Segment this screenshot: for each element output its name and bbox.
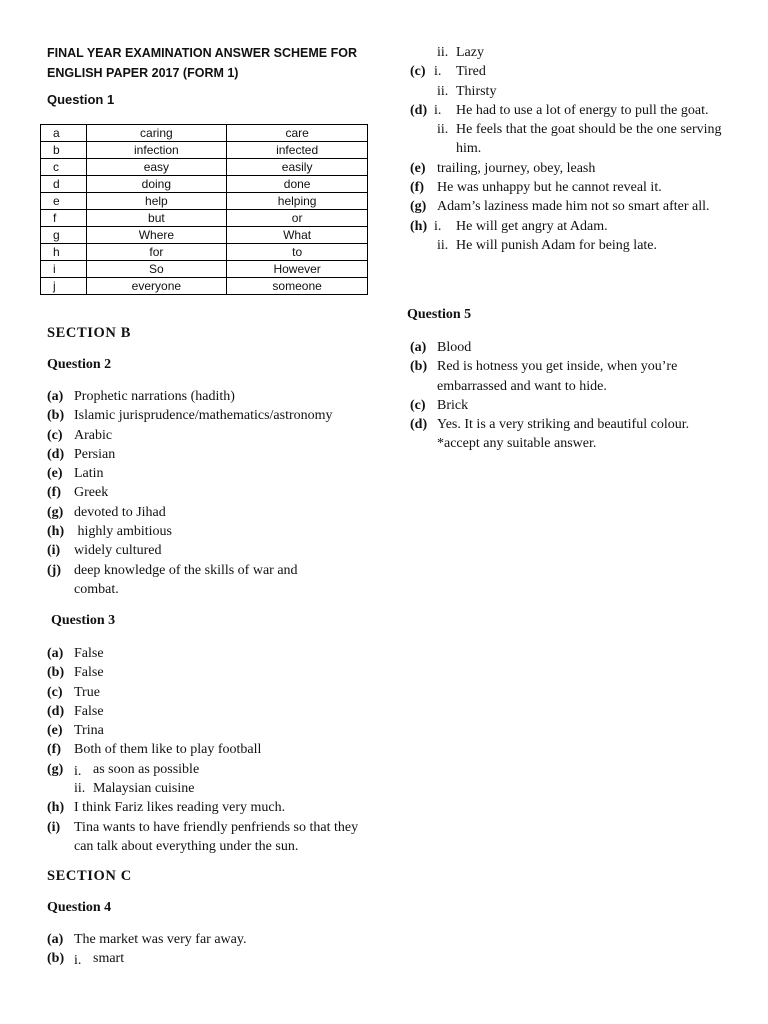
sub-item-number: ii. (437, 83, 449, 99)
answer-cell: Where (86, 227, 227, 244)
list-item (47, 464, 367, 483)
sub-item (74, 762, 199, 777)
row-key: i (41, 261, 87, 278)
answer-cell: helping (227, 193, 368, 210)
item-text: deep knowledge of the skills of war and combat. (74, 562, 298, 597)
answer-cell: for (86, 244, 227, 261)
table-row (41, 193, 368, 210)
list-item (410, 178, 740, 197)
item-text: Yes. It is a very striking and beautiful colour. (437, 417, 690, 433)
item-text: He was unhappy but he cannot reveal it. (437, 180, 662, 196)
sub-item-text: He had to use a lot of energy to pull the goat. (456, 102, 709, 118)
item-text: Blood (437, 340, 472, 355)
item-text: trailing, journey, obey, leash (437, 160, 596, 176)
item-text: highly ambitious (74, 524, 172, 540)
list-item (410, 338, 740, 357)
item-label: (f) (47, 742, 61, 758)
question-3-answers (47, 644, 377, 856)
list-item (47, 818, 374, 857)
answer-cell: However (227, 261, 368, 278)
item-label: (g) (47, 504, 64, 520)
sub-item-text: Lazy (456, 45, 484, 60)
item-label: (e) (47, 466, 63, 482)
item-label: (d) (47, 446, 65, 462)
item-text: Arabic (74, 427, 113, 443)
item-label: (a) (410, 340, 427, 355)
sub-item-number: i. (434, 218, 442, 234)
section-b-heading: SECTION B (47, 325, 131, 341)
list-item (47, 445, 367, 464)
answer-cell: to (227, 244, 368, 261)
item-label: (a) (47, 646, 64, 661)
item-label: (e) (410, 160, 426, 176)
answer-cell: help (86, 193, 227, 210)
list-item (47, 541, 367, 560)
section-c-heading: SECTION C (47, 868, 132, 884)
document-title (47, 43, 357, 83)
row-key: e (41, 193, 87, 210)
item-label: (a) (47, 932, 64, 947)
item-text: I think Fariz likes reading very much. (74, 800, 286, 816)
list-item (47, 760, 377, 779)
item-text: devoted to Jihad (74, 504, 166, 520)
answer-cell: someone (227, 278, 368, 295)
list-item (410, 217, 740, 236)
list-item (47, 561, 334, 600)
question-2-heading: Question 2 (47, 357, 112, 372)
title-line-1: FINAL YEAR EXAMINATION ANSWER SCHEME FOR (47, 46, 357, 60)
sub-item (74, 951, 125, 969)
list-item (410, 159, 740, 178)
list-item (410, 415, 740, 434)
answer-cell: care (227, 125, 368, 142)
item-label: (c) (47, 427, 63, 443)
sub-item-text: Tired (456, 64, 486, 80)
sub-item-number: i. (434, 64, 442, 80)
item-text: Greek (74, 485, 109, 501)
sub-item-text: He will get angry at Adam. (456, 218, 608, 234)
item-label: (b) (47, 951, 65, 967)
list-item (47, 644, 377, 663)
item-label: (h) (410, 218, 428, 234)
item-text: Islamic jurisprudence/mathematics/astronomy (74, 408, 333, 424)
list-item (47, 522, 367, 541)
list-item (410, 43, 740, 62)
sub-item-number: ii. (74, 781, 86, 797)
list-item (47, 503, 367, 522)
item-text: Persian (74, 446, 116, 462)
list-item (47, 406, 367, 425)
table-row (41, 176, 368, 193)
answer-cell: What (227, 227, 368, 244)
item-label: (h) (47, 800, 65, 816)
question-5-heading: Question 5 (407, 307, 472, 322)
answer-cell: infection (86, 142, 227, 159)
sub-item-number: ii. (437, 45, 449, 60)
item-label: (g) (47, 761, 64, 777)
item-text: Brick (437, 397, 469, 413)
list-item (47, 663, 377, 682)
sub-item-number: ii. (437, 122, 449, 138)
table-row (41, 244, 368, 261)
row-key: b (41, 142, 87, 159)
item-text: The market was very far away. (74, 932, 247, 947)
table-row (41, 125, 368, 142)
table-row (41, 278, 368, 295)
sub-item-number: i. (434, 102, 442, 118)
item-text: Trina (74, 723, 104, 739)
table-row (41, 210, 368, 227)
sub-item-text: smart (93, 951, 125, 967)
question-2-answers (47, 387, 367, 599)
item-label: (e) (47, 723, 63, 739)
row-key: h (41, 244, 87, 261)
item-label: (g) (410, 199, 427, 215)
item-text: widely cultured (74, 543, 162, 559)
list-item (47, 702, 377, 721)
sub-item-text: He feels that the goat should be the one serving him. (456, 122, 722, 157)
answer-cell: but (86, 210, 227, 227)
list-item (410, 396, 740, 415)
item-label: (i) (47, 543, 61, 559)
item-label: (c) (410, 64, 426, 80)
accept-note: *accept any suitable answer. (437, 436, 597, 452)
item-label: (c) (47, 684, 63, 700)
item-label: (c) (410, 397, 426, 413)
row-key: g (41, 227, 87, 244)
answer-cell: So (86, 261, 227, 278)
item-label: (f) (47, 485, 61, 501)
list-item (47, 426, 367, 445)
item-text: False (74, 665, 104, 681)
item-label: (h) (47, 524, 65, 540)
row-key: a (41, 125, 87, 142)
list-item (410, 434, 740, 453)
item-text: Latin (74, 466, 104, 482)
answer-cell: infected (227, 142, 368, 159)
item-label: (i) (47, 819, 61, 835)
item-text: False (74, 703, 104, 719)
table-row (41, 159, 368, 176)
table-row (41, 261, 368, 278)
item-text: Adam’s laziness made him not so smart after all. (437, 199, 710, 215)
list-item (47, 949, 377, 968)
item-text: Red is hotness you get inside, when you’re embarrassed and want to hide. (437, 359, 678, 394)
question-4-answers-part-1 (47, 930, 377, 969)
list-item (47, 930, 377, 949)
question-1-heading: Question 1 (47, 92, 115, 107)
sub-item-text: as soon as possible (93, 761, 200, 777)
item-text: Prophetic narrations (hadith) (74, 389, 235, 404)
item-label: (d) (410, 417, 428, 433)
list-item (410, 197, 737, 216)
answer-cell: done (227, 176, 368, 193)
table-row (41, 227, 368, 244)
list-item (47, 483, 367, 502)
answer-cell: caring (86, 125, 227, 142)
list-item (47, 740, 377, 759)
item-text: True (74, 684, 100, 700)
sub-item-text: He will punish Adam for being late. (456, 237, 658, 253)
list-item (410, 357, 737, 396)
title-line-2: ENGLISH PAPER 2017 (FORM 1) (47, 66, 239, 80)
row-key: j (41, 278, 87, 295)
item-label: (f) (410, 180, 424, 196)
right-column (390, 0, 768, 1024)
sub-item-number: ii. (437, 237, 449, 253)
item-label: (b) (47, 665, 65, 681)
list-item (47, 798, 377, 817)
question-5-answers (410, 338, 740, 454)
item-text: Both of them like to play football (74, 742, 262, 758)
row-key: d (41, 176, 87, 193)
sub-item-text: Thirsty (456, 83, 497, 99)
item-text: False (74, 646, 104, 661)
list-item (47, 721, 377, 740)
sub-item-text: Malaysian cuisine (93, 781, 195, 797)
answer-cell: easily (227, 159, 368, 176)
list-item (410, 62, 740, 81)
item-label: (d) (47, 703, 65, 719)
answer-cell: everyone (86, 278, 227, 295)
list-item (47, 779, 377, 798)
item-label: (d) (410, 102, 428, 118)
list-item (410, 236, 740, 255)
item-text: Tina wants to have friendly penfriends so that they can talk about everything under the sun. (74, 819, 359, 854)
answer-cell: doing (86, 176, 227, 193)
list-item (47, 387, 367, 406)
list-item (410, 120, 726, 159)
table-row (41, 142, 368, 159)
item-label: (a) (47, 389, 64, 404)
list-item (47, 683, 377, 702)
row-key: f (41, 210, 87, 227)
list-item (410, 101, 726, 120)
question-4-answers-part-2 (410, 43, 740, 255)
answer-cell: or (227, 210, 368, 227)
question-3-heading: Question 3 (51, 613, 116, 628)
sub-item-number: i. (74, 953, 82, 969)
item-label: (b) (47, 408, 65, 424)
question-1-answer-table (40, 124, 368, 295)
sub-item-number: i. (74, 763, 82, 779)
list-item (410, 82, 740, 101)
answer-cell: easy (86, 159, 227, 176)
question-4-heading: Question 4 (47, 900, 112, 915)
item-label: (b) (410, 359, 428, 375)
item-label: (j) (47, 562, 61, 578)
row-key: c (41, 159, 87, 176)
